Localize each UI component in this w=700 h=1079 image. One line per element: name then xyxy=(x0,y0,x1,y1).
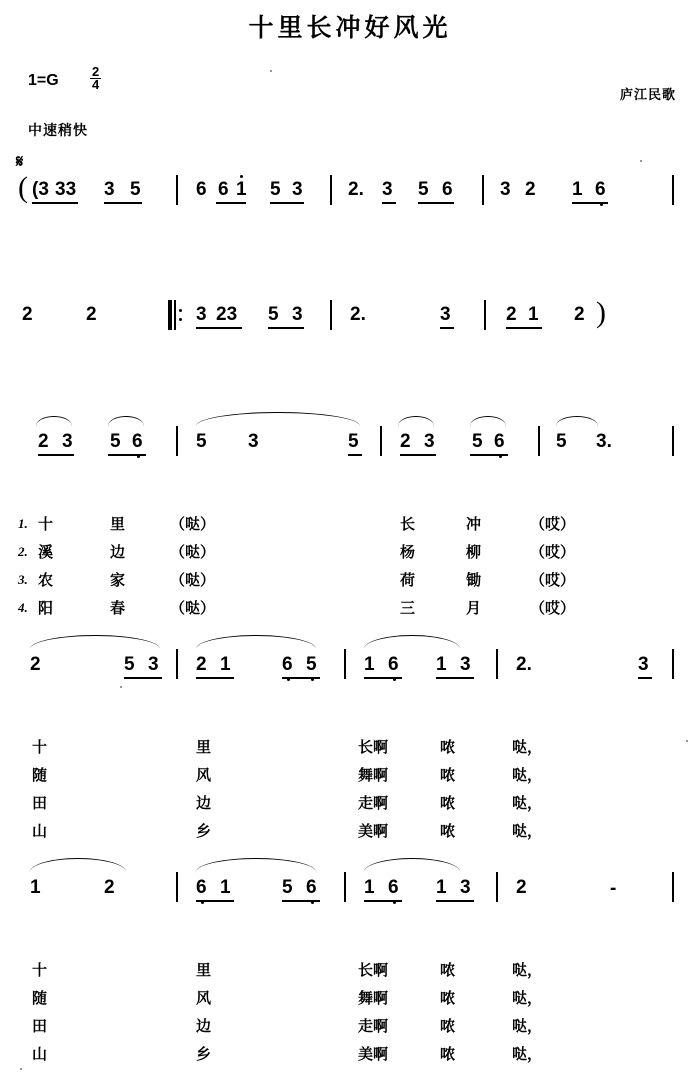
note: 6 xyxy=(282,654,293,675)
lyric-syllable: 边 xyxy=(196,1018,212,1035)
lyric-syllable: 舞啊 xyxy=(358,990,389,1007)
lyric-syllable: 里 xyxy=(196,962,212,979)
note: 1 xyxy=(572,179,583,200)
barline xyxy=(538,426,540,456)
note: 2 xyxy=(516,877,527,898)
lyric-syllable: 美啊 xyxy=(358,823,389,840)
barline xyxy=(330,300,332,330)
key-signature: 1=G xyxy=(28,72,59,89)
lyric-syllable: 哝 xyxy=(440,1018,456,1035)
note: 6 xyxy=(132,431,143,452)
lyric-syllable: （哒） xyxy=(170,600,216,617)
lyric-syllable: 十 xyxy=(32,962,48,979)
note: 2 xyxy=(30,654,41,675)
beam xyxy=(348,454,362,456)
note: 6 xyxy=(306,877,317,898)
note: 3 xyxy=(440,304,451,325)
beam xyxy=(38,454,74,456)
note-row xyxy=(0,645,700,691)
note-row xyxy=(0,868,700,914)
lyric-syllable: 风 xyxy=(196,990,212,1007)
lyric-syllable: 哒， xyxy=(512,1018,543,1035)
note: 5 xyxy=(472,431,483,452)
barline xyxy=(330,175,332,205)
beam xyxy=(104,202,142,204)
lyric-syllable: 十 xyxy=(38,516,54,533)
note: 2 xyxy=(574,304,585,325)
note: 3 xyxy=(148,654,159,675)
beam xyxy=(270,202,304,204)
lyric-syllable: 哒， xyxy=(512,739,543,756)
lyric-syllable: 哝 xyxy=(440,767,456,784)
note: 5 xyxy=(196,431,207,452)
music-system-3 xyxy=(0,422,700,617)
note: 3 xyxy=(500,179,511,200)
lyric-syllable: 杨 xyxy=(400,544,416,561)
lyric-syllable: 田 xyxy=(32,795,48,812)
verse-number: 4. xyxy=(18,600,28,615)
note: 2 xyxy=(400,431,411,452)
beam xyxy=(572,202,608,204)
note: 6 xyxy=(494,431,505,452)
note: 6 xyxy=(196,877,207,898)
lyric-syllable: 哒， xyxy=(512,1046,543,1063)
tempo-marking: 中速稍快 xyxy=(28,122,88,138)
lyric-syllable: 哒， xyxy=(512,962,543,979)
lyric-syllable: 里 xyxy=(110,516,126,533)
lyric-syllable: （哒） xyxy=(170,544,216,561)
page-speck xyxy=(640,160,642,162)
note: 6 xyxy=(595,179,606,200)
lyric-syllable: 家 xyxy=(110,572,126,589)
barline xyxy=(176,175,178,205)
lyric-syllable: 哝 xyxy=(440,795,456,812)
note: 23 xyxy=(216,304,238,325)
note-row xyxy=(0,171,700,221)
barline xyxy=(672,649,674,679)
composer-credit: 庐江民歌 xyxy=(619,87,676,102)
lyric-syllable: 走啊 xyxy=(358,795,389,812)
slur xyxy=(470,416,506,426)
barline xyxy=(176,426,178,456)
note: 3 xyxy=(638,654,649,675)
lyric-syllable: （哎） xyxy=(530,516,576,533)
lyric-syllable: 哝 xyxy=(440,962,456,979)
music-system-4 xyxy=(0,645,700,840)
lyric-syllable: 哝 xyxy=(440,990,456,1007)
barline xyxy=(672,426,674,456)
phrase-arc xyxy=(196,635,316,649)
note: 5 xyxy=(110,431,121,452)
page-speck xyxy=(20,1068,22,1070)
beam xyxy=(282,900,320,902)
note: 2 xyxy=(22,304,33,325)
barline xyxy=(672,175,674,205)
note: 5 xyxy=(282,877,293,898)
lyric-syllable: 里 xyxy=(196,739,212,756)
lyric-syllable: 荷 xyxy=(400,572,416,589)
lyric-syllable: 溪 xyxy=(38,544,54,561)
note: 2. xyxy=(516,654,532,675)
note: 5 xyxy=(306,654,317,675)
beam xyxy=(196,327,242,329)
octave-up-dot xyxy=(240,175,243,178)
beam xyxy=(436,900,474,902)
lyric-syllable: 哒， xyxy=(512,990,543,1007)
lyrics-block-3 xyxy=(0,914,700,1063)
slur xyxy=(36,416,72,426)
lyric-syllable: 边 xyxy=(110,544,126,561)
lyric-syllable: 风 xyxy=(196,767,212,784)
beam xyxy=(400,454,436,456)
note: 5 xyxy=(130,179,141,200)
barline xyxy=(380,426,382,456)
lyric-syllable: （哒） xyxy=(170,516,216,533)
lyric-syllable: 哒， xyxy=(512,823,543,840)
lyric-syllable: 乡 xyxy=(196,1046,212,1063)
lyric-syllable: 冲 xyxy=(466,516,482,533)
beam xyxy=(32,202,78,204)
verse-number: 1. xyxy=(18,516,28,531)
beam xyxy=(382,202,396,204)
lyric-syllable: 锄 xyxy=(466,572,482,589)
note: 3 xyxy=(292,304,303,325)
music-system-1 xyxy=(0,171,700,221)
barline xyxy=(344,649,346,679)
note: 5 xyxy=(268,304,279,325)
beam xyxy=(108,454,146,456)
note: 5 xyxy=(124,654,135,675)
beam xyxy=(216,202,246,204)
beam xyxy=(638,677,652,679)
note: 1 xyxy=(220,877,231,898)
beam xyxy=(268,327,304,329)
lyric-syllable: 舞啊 xyxy=(358,767,389,784)
close-paren: ) xyxy=(596,296,606,329)
beam xyxy=(196,677,234,679)
lyric-syllable: 十 xyxy=(32,739,48,756)
note: 5 xyxy=(348,431,359,452)
beam xyxy=(124,677,162,679)
note-extension-dash: - xyxy=(610,878,617,899)
beam xyxy=(196,900,234,902)
note: 1 xyxy=(436,877,447,898)
page-speck xyxy=(120,686,122,688)
note: 3 xyxy=(196,304,207,325)
note: 2 xyxy=(196,654,207,675)
beam xyxy=(470,454,508,456)
note: 3 xyxy=(460,654,471,675)
page-speck xyxy=(270,70,272,72)
lyric-syllable: 月 xyxy=(466,600,482,617)
lyric-syllable: 走啊 xyxy=(358,1018,389,1035)
page-title: 十里长冲好风光 xyxy=(248,15,452,42)
lyric-syllable: 美啊 xyxy=(358,1046,389,1063)
note: 3. xyxy=(596,431,612,452)
note: 3 xyxy=(424,431,435,452)
note: (3 xyxy=(32,179,49,200)
note: 2 xyxy=(525,179,536,200)
beam xyxy=(506,327,542,329)
lyric-syllable: （哎） xyxy=(530,544,576,561)
music-system-2 xyxy=(0,296,700,346)
note: 1 xyxy=(364,877,375,898)
phrase-arc xyxy=(364,858,460,872)
phrase-arc xyxy=(30,858,126,872)
verse-number: 3. xyxy=(18,572,28,587)
note: 1 xyxy=(220,654,231,675)
lyric-syllable: 哝 xyxy=(440,739,456,756)
lyric-syllable: 山 xyxy=(32,823,48,840)
note: 2. xyxy=(348,179,364,200)
note: 2 xyxy=(104,877,115,898)
lyric-syllable: （哒） xyxy=(170,572,216,589)
note: 5 xyxy=(418,179,429,200)
note: 3 xyxy=(248,431,259,452)
note: 6 xyxy=(388,877,399,898)
note: 3 xyxy=(460,877,471,898)
time-signature xyxy=(90,66,101,91)
note: 6 xyxy=(196,179,207,200)
segno-icon: 𝄋 xyxy=(16,152,24,172)
note: 6 xyxy=(442,179,453,200)
beam xyxy=(364,900,402,902)
barline xyxy=(484,300,486,330)
note: 3 xyxy=(382,179,393,200)
lyric-syllable: 哒， xyxy=(512,795,543,812)
lyrics-block-2 xyxy=(0,691,700,840)
time-signature-numerator: 2 xyxy=(92,64,100,79)
lyric-syllable: 三 xyxy=(400,600,416,617)
barline xyxy=(176,872,178,902)
note: 1 xyxy=(30,877,41,898)
lyric-syllable: 长啊 xyxy=(358,739,389,756)
note: 6 xyxy=(388,654,399,675)
beam xyxy=(440,327,454,329)
barline xyxy=(672,872,674,902)
barline xyxy=(496,872,498,902)
note-row xyxy=(0,296,700,346)
lyric-syllable: 哝 xyxy=(440,1046,456,1063)
phrase-arc xyxy=(196,858,316,872)
note: 1 xyxy=(528,304,539,325)
lyric-syllable: 柳 xyxy=(466,544,482,561)
lyric-syllable: 边 xyxy=(196,795,212,812)
beam xyxy=(436,677,474,679)
note: 3 xyxy=(292,179,303,200)
lyric-syllable: 哝 xyxy=(440,823,456,840)
phrase-arc xyxy=(196,412,360,426)
page-speck xyxy=(686,740,688,742)
lyric-syllable: 田 xyxy=(32,1018,48,1035)
note: 2 xyxy=(506,304,517,325)
lyric-syllable: 随 xyxy=(32,990,48,1007)
lyric-syllable: 哒， xyxy=(512,767,543,784)
lyric-syllable: 农 xyxy=(38,572,54,589)
lyric-syllable: （哎） xyxy=(530,572,576,589)
note: 33 xyxy=(55,179,77,200)
beam xyxy=(364,677,402,679)
time-signature-denominator: 4 xyxy=(92,77,100,92)
verse-number: 2. xyxy=(18,544,28,559)
beam xyxy=(282,677,320,679)
note: 5 xyxy=(270,179,281,200)
music-system-5 xyxy=(0,868,700,1063)
barline xyxy=(176,649,178,679)
note: 1 xyxy=(236,179,247,200)
note: 3 xyxy=(62,431,73,452)
note: 3 xyxy=(104,179,115,200)
note: 2. xyxy=(350,304,366,325)
lyric-syllable: 长 xyxy=(400,516,416,533)
lyric-syllable: 随 xyxy=(32,767,48,784)
note: 1 xyxy=(436,654,447,675)
note: 5 xyxy=(556,431,567,452)
repeat-start-sign xyxy=(168,300,179,330)
note: 2 xyxy=(38,431,49,452)
lyrics-block-1 xyxy=(0,468,700,617)
barline xyxy=(482,175,484,205)
lyric-syllable: （哎） xyxy=(530,600,576,617)
open-paren: ( xyxy=(18,171,28,204)
lyric-syllable: 乡 xyxy=(196,823,212,840)
barline xyxy=(496,649,498,679)
note: 2 xyxy=(86,304,97,325)
lyric-syllable: 山 xyxy=(32,1046,48,1063)
barline xyxy=(344,872,346,902)
slur xyxy=(556,416,598,426)
note: 6 xyxy=(218,179,229,200)
lyric-syllable: 阳 xyxy=(38,600,54,617)
slur xyxy=(398,416,434,426)
slur xyxy=(108,416,144,426)
beam xyxy=(418,202,454,204)
phrase-arc xyxy=(30,635,160,649)
lyric-syllable: 长啊 xyxy=(358,962,389,979)
lyric-syllable: 春 xyxy=(110,600,126,617)
note: 1 xyxy=(364,654,375,675)
phrase-arc xyxy=(364,635,460,649)
note-row xyxy=(0,422,700,468)
